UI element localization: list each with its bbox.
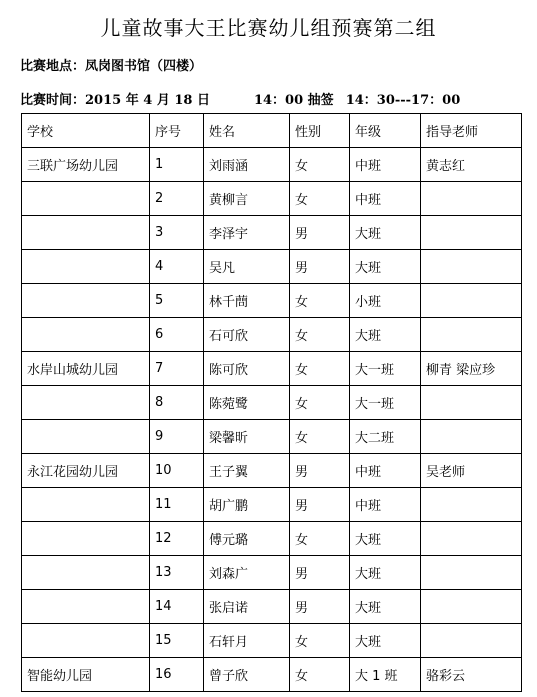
table-row <box>22 658 522 692</box>
school-cell <box>22 488 150 522</box>
gender-cell: 男 <box>290 216 350 250</box>
name-cell: 刘雨涵 <box>204 148 290 182</box>
table-row <box>22 454 522 488</box>
table-row <box>22 352 522 386</box>
teacher-cell: 柳青 梁应珍 <box>421 352 522 386</box>
number-cell: 14 <box>150 590 204 624</box>
table-row <box>22 148 522 182</box>
header-teacher: 指导老师 <box>421 114 522 148</box>
teacher-cell <box>421 318 522 352</box>
table-row <box>22 556 522 590</box>
grade-cell: 大班 <box>350 216 421 250</box>
grade-cell: 大班 <box>350 250 421 284</box>
teacher-cell <box>421 488 522 522</box>
header-gender: 性别 <box>290 114 350 148</box>
table-row <box>22 522 522 556</box>
school-cell <box>22 556 150 590</box>
name-cell: 李泽宇 <box>204 216 290 250</box>
gender-cell: 男 <box>290 488 350 522</box>
grade-cell: 中班 <box>350 148 421 182</box>
header-number: 序号 <box>150 114 204 148</box>
name-cell: 吴凡 <box>204 250 290 284</box>
school-cell <box>22 284 150 318</box>
school-cell <box>22 420 150 454</box>
school-cell: 三联广场幼儿园 <box>22 148 150 182</box>
time-session: 14：30---17：00 <box>345 93 461 108</box>
table-row <box>22 488 522 522</box>
time-line <box>20 89 460 108</box>
teacher-cell <box>421 250 522 284</box>
gender-cell: 女 <box>290 624 350 658</box>
table-body <box>22 148 522 692</box>
gender-cell: 女 <box>290 386 350 420</box>
school-cell <box>22 216 150 250</box>
number-cell: 3 <box>150 216 204 250</box>
name-cell: 王子翼 <box>204 454 290 488</box>
gender-cell: 女 <box>290 352 350 386</box>
name-cell: 林千蔄 <box>204 284 290 318</box>
grade-cell: 中班 <box>350 454 421 488</box>
teacher-cell <box>421 182 522 216</box>
school-cell <box>22 522 150 556</box>
grade-cell: 大班 <box>350 556 421 590</box>
teacher-cell: 吴老师 <box>421 454 522 488</box>
school-cell <box>22 590 150 624</box>
gender-cell: 男 <box>290 556 350 590</box>
number-cell: 13 <box>150 556 204 590</box>
number-cell: 4 <box>150 250 204 284</box>
school-cell <box>22 624 150 658</box>
number-cell: 1 <box>150 148 204 182</box>
number-cell: 6 <box>150 318 204 352</box>
teacher-cell <box>421 420 522 454</box>
number-cell: 8 <box>150 386 204 420</box>
grade-cell: 大一班 <box>350 352 421 386</box>
table-row <box>22 386 522 420</box>
school-cell <box>22 250 150 284</box>
table-row <box>22 420 522 454</box>
teacher-cell <box>421 556 522 590</box>
gender-cell: 男 <box>290 250 350 284</box>
school-cell: 水岸山城幼儿园 <box>22 352 150 386</box>
school-cell <box>22 182 150 216</box>
number-cell: 7 <box>150 352 204 386</box>
teacher-cell <box>421 284 522 318</box>
venue-value: 凤岗图书馆（四楼） <box>85 59 203 74</box>
gender-cell: 男 <box>290 590 350 624</box>
name-cell: 陈菀鹭 <box>204 386 290 420</box>
school-cell <box>22 386 150 420</box>
number-cell: 9 <box>150 420 204 454</box>
name-cell: 胡广鹏 <box>204 488 290 522</box>
name-cell: 曾子欣 <box>204 658 290 692</box>
time-date: 2015 年 4 月 18 日 <box>85 93 210 108</box>
table-header-row <box>22 114 522 148</box>
venue-label: 比赛地点： <box>20 59 86 74</box>
gender-cell: 女 <box>290 658 350 692</box>
name-cell: 石轩月 <box>204 624 290 658</box>
teacher-cell: 黄志红 <box>421 148 522 182</box>
name-cell: 傅元璐 <box>204 522 290 556</box>
teacher-cell <box>421 522 522 556</box>
grade-cell: 大一班 <box>350 386 421 420</box>
grade-cell: 小班 <box>350 284 421 318</box>
number-cell: 10 <box>150 454 204 488</box>
grade-cell: 中班 <box>350 182 421 216</box>
table-row <box>22 318 522 352</box>
teacher-cell <box>421 216 522 250</box>
roster-table <box>21 113 522 692</box>
name-cell: 刘森广 <box>204 556 290 590</box>
teacher-cell <box>421 624 522 658</box>
table-row <box>22 284 522 318</box>
name-cell: 梁馨昕 <box>204 420 290 454</box>
header-name: 姓名 <box>204 114 290 148</box>
gender-cell: 女 <box>290 420 350 454</box>
table-row <box>22 182 522 216</box>
header-school: 学校 <box>22 114 150 148</box>
teacher-cell: 骆彩云 <box>421 658 522 692</box>
table-row <box>22 590 522 624</box>
grade-cell: 大班 <box>350 590 421 624</box>
table-row <box>22 624 522 658</box>
school-cell <box>22 318 150 352</box>
name-cell: 张启诺 <box>204 590 290 624</box>
number-cell: 12 <box>150 522 204 556</box>
gender-cell: 女 <box>290 318 350 352</box>
venue-line <box>20 55 202 74</box>
gender-cell: 女 <box>290 284 350 318</box>
time-draw: 14：00 抽签 <box>253 93 334 108</box>
number-cell: 16 <box>150 658 204 692</box>
time-label: 比赛时间： <box>20 93 86 108</box>
number-cell: 11 <box>150 488 204 522</box>
grade-cell: 大班 <box>350 522 421 556</box>
gender-cell: 女 <box>290 182 350 216</box>
header-grade: 年级 <box>350 114 421 148</box>
gender-cell: 男 <box>290 454 350 488</box>
grade-cell: 大 1 班 <box>350 658 421 692</box>
gender-cell: 女 <box>290 148 350 182</box>
school-cell: 智能幼儿园 <box>22 658 150 692</box>
name-cell: 黄柳言 <box>204 182 290 216</box>
number-cell: 2 <box>150 182 204 216</box>
page-title: 儿童故事大王比赛幼儿组预赛第二组 <box>100 16 437 40</box>
name-cell: 陈可欣 <box>204 352 290 386</box>
grade-cell: 大班 <box>350 318 421 352</box>
table-row <box>22 250 522 284</box>
name-cell: 石可欣 <box>204 318 290 352</box>
teacher-cell <box>421 590 522 624</box>
number-cell: 5 <box>150 284 204 318</box>
grade-cell: 大班 <box>350 624 421 658</box>
teacher-cell <box>421 386 522 420</box>
gender-cell: 女 <box>290 522 350 556</box>
school-cell: 永江花园幼儿园 <box>22 454 150 488</box>
grade-cell: 大二班 <box>350 420 421 454</box>
number-cell: 15 <box>150 624 204 658</box>
table-row <box>22 216 522 250</box>
grade-cell: 中班 <box>350 488 421 522</box>
